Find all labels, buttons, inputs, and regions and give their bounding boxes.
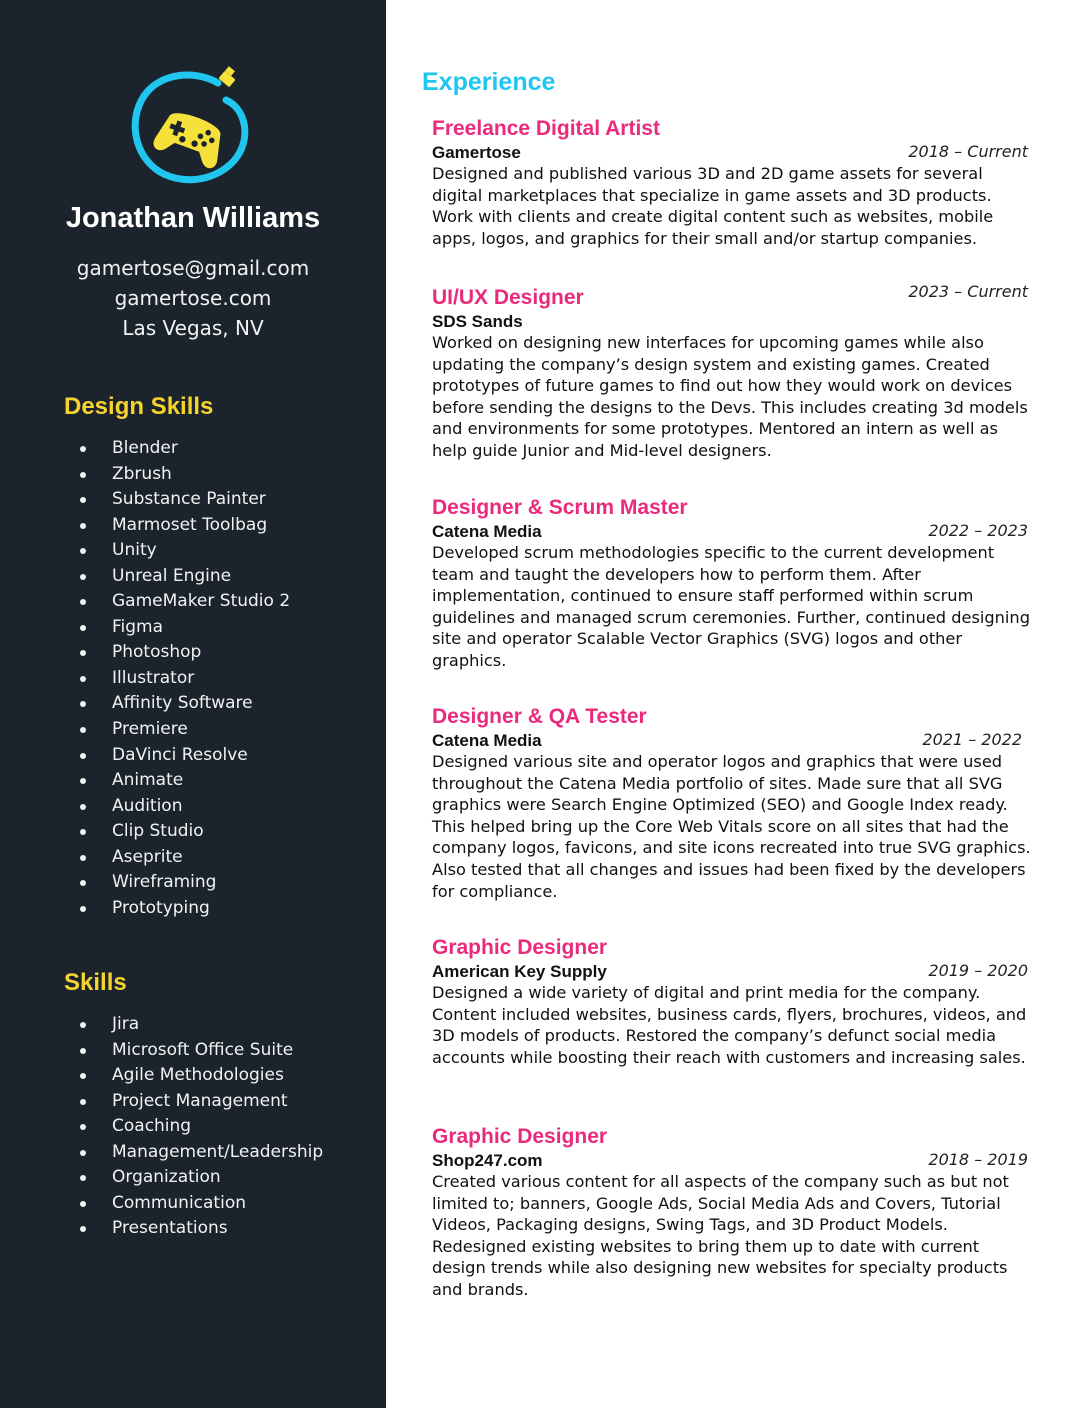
bullet-icon xyxy=(80,1073,86,1079)
job-dates: 2018 – 2019 xyxy=(928,1150,1028,1169)
location-text: Las Vegas, NV xyxy=(122,316,264,340)
bullet-icon xyxy=(80,523,86,529)
bullet-icon xyxy=(80,625,86,631)
skill-label: Figma xyxy=(112,616,164,637)
job-description: Designed a wide variety of digital and print media for the company. Content included websites, business cards, flyers, brochures, videos, and 3D models of products. Restored the company’s defunct social media accounts while boosting their reach with customers and increasing sales. xyxy=(432,983,1027,1067)
job-title: Freelance Digital Artist xyxy=(432,117,660,140)
skill-label: Animate xyxy=(112,770,184,791)
bullet-icon xyxy=(80,804,86,810)
skill-label: Blender xyxy=(112,438,178,458)
job-description: Worked on designing new interfaces for upcoming games while also updating the company’s design system and existing games. Created prototypes of future games to find out how they would work on devices before sending the designs to the Devs. This includes creating 3d models and environments for some prototypes. Mentored an intern as well as help guide Junior and Mid-level designers. xyxy=(432,333,1028,460)
bullet-icon xyxy=(80,701,86,707)
skill-label: Affinity Software xyxy=(112,693,253,714)
job-title: UI/UX Designer xyxy=(432,286,584,309)
bullet-icon xyxy=(80,446,86,452)
job-company: SDS Sands xyxy=(432,312,523,331)
gamepad-controller-cable-icon xyxy=(126,64,256,194)
skill-label: Substance Painter xyxy=(112,489,266,510)
skill-label: Marmoset Toolbag xyxy=(112,514,268,535)
skill-label: Clip Studio xyxy=(112,821,204,842)
bullet-icon xyxy=(80,753,86,759)
skill-label: Unreal Engine xyxy=(112,565,232,586)
bullet-icon xyxy=(80,855,86,861)
bullet-icon xyxy=(80,676,86,682)
job-title: Graphic Designer xyxy=(432,1125,608,1148)
skill-label: Organization xyxy=(112,1167,221,1188)
skill-label: Zbrush xyxy=(112,463,172,484)
candidate-name: Jonathan Williams xyxy=(65,202,321,234)
bullet-icon xyxy=(80,1201,86,1207)
bullet-icon xyxy=(80,472,86,478)
website-text: gamertose.com xyxy=(114,286,272,310)
job-title: Designer & Scrum Master xyxy=(432,496,688,519)
skill-label: Presentations xyxy=(112,1218,228,1239)
bullet-icon xyxy=(80,1099,86,1105)
job-company: American Key Supply xyxy=(432,962,607,981)
job-title: Graphic Designer xyxy=(432,936,608,959)
skill-label: Communication xyxy=(112,1192,246,1213)
job-company: Shop247.com xyxy=(432,1151,543,1170)
job-dates: 2023 – Current xyxy=(908,282,1028,301)
bullet-icon xyxy=(80,1022,86,1028)
skill-label: Agile Methodologies xyxy=(112,1065,284,1086)
job-title: Designer & QA Tester xyxy=(432,705,647,728)
skill-label: Jira xyxy=(112,1014,140,1034)
job-description: Developed scrum methodologies specific to the current development team and taught the developers how to perform them. After implementation, continued to ensure staff performed within scrum guidelines and managed scrum ceremonies. Further, continued designing site and operator Scalable Vector Graphics (SVG) logos and other graphics. xyxy=(432,543,1030,670)
contact-info xyxy=(0,253,386,343)
bullet-icon xyxy=(80,880,86,886)
bullet-icon xyxy=(80,548,86,554)
skill-label: Premiere xyxy=(112,719,188,740)
job-dates: 2022 – 2023 xyxy=(928,521,1028,540)
skills-heading: Skills xyxy=(64,969,127,996)
job-dates: 2019 – 2020 xyxy=(928,961,1028,980)
skill-label: Prototyping xyxy=(112,897,210,918)
skill-label: Aseprite xyxy=(112,846,183,867)
job-description: Designed various site and operator logos and graphics that were used throughout the Catena Media portfolio of sites. Made sure that all SVG graphics were Search Engine Optimized (SEO) and Google Index ready. This helped bring up the Core Web Vitals score on all sites that had the company logos, favicons, and site icons recreated into true SVG graphics. Also tested that all changes and issues had been fixed by the developers for compliance. xyxy=(432,752,1031,901)
skill-label: Coaching xyxy=(112,1116,192,1137)
bullet-icon xyxy=(80,906,86,912)
skill-label: Photoshop xyxy=(112,642,202,663)
job-company: Catena Media xyxy=(432,522,542,541)
job-entry xyxy=(432,1124,1032,1301)
bullet-icon xyxy=(80,1175,86,1181)
skill-label: Wireframing xyxy=(112,872,217,893)
bullet-icon xyxy=(80,727,86,733)
skill-label: Illustrator xyxy=(112,667,195,688)
skill-label: Project Management xyxy=(112,1090,288,1111)
skill-label: GameMaker Studio 2 xyxy=(112,591,291,612)
experience-heading: Experience xyxy=(422,68,556,96)
skill-label: Management/Leadership xyxy=(112,1141,324,1162)
job-entry xyxy=(432,935,1032,1068)
job-entry xyxy=(432,704,1032,902)
bullet-icon xyxy=(80,1226,86,1232)
bullet-icon xyxy=(80,1048,86,1054)
job-dates: 2021 – 2022 xyxy=(922,730,1022,749)
bullet-icon xyxy=(80,829,86,835)
skill-label: Unity xyxy=(112,540,157,561)
bullet-icon xyxy=(80,778,86,784)
job-dates: 2018 – Current xyxy=(908,142,1028,161)
job-entry xyxy=(432,116,1032,249)
design-skills-heading: Design Skills xyxy=(64,393,214,420)
job-entry xyxy=(432,282,1032,462)
sidebar xyxy=(0,0,386,1408)
email-text: gamertose@gmail.com xyxy=(76,256,310,280)
bullet-icon xyxy=(80,599,86,605)
bullet-icon xyxy=(80,650,86,656)
skill-label: Audition xyxy=(112,795,183,816)
job-company: Catena Media xyxy=(432,731,542,750)
job-description: Created various content for all aspects of the company such as but not limited to; banners, Google Ads, Social Media Ads and Covers, Tutorial Videos, Packaging designs, Swing Tags, and 3D Product Models. Redesigned existing websites to bring them up to date with current design trends while also designing new websites for specialty products and brands. xyxy=(432,1172,1009,1299)
bullet-icon xyxy=(80,497,86,503)
bullet-icon xyxy=(80,574,86,580)
job-company: Gamertose xyxy=(432,143,521,162)
job-description: Designed and published various 3D and 2D game assets for several digital marketplaces that specialize in game assets and 3D products. Work with clients and create digital content such as websites, mobile apps, logos, and graphics for their small and/or startup companies. xyxy=(432,164,994,248)
bullet-icon xyxy=(80,1124,86,1130)
skill-label: Microsoft Office Suite xyxy=(112,1039,294,1060)
job-entry xyxy=(432,495,1032,672)
bullet-icon xyxy=(80,1150,86,1156)
skill-label: DaVinci Resolve xyxy=(112,744,248,765)
